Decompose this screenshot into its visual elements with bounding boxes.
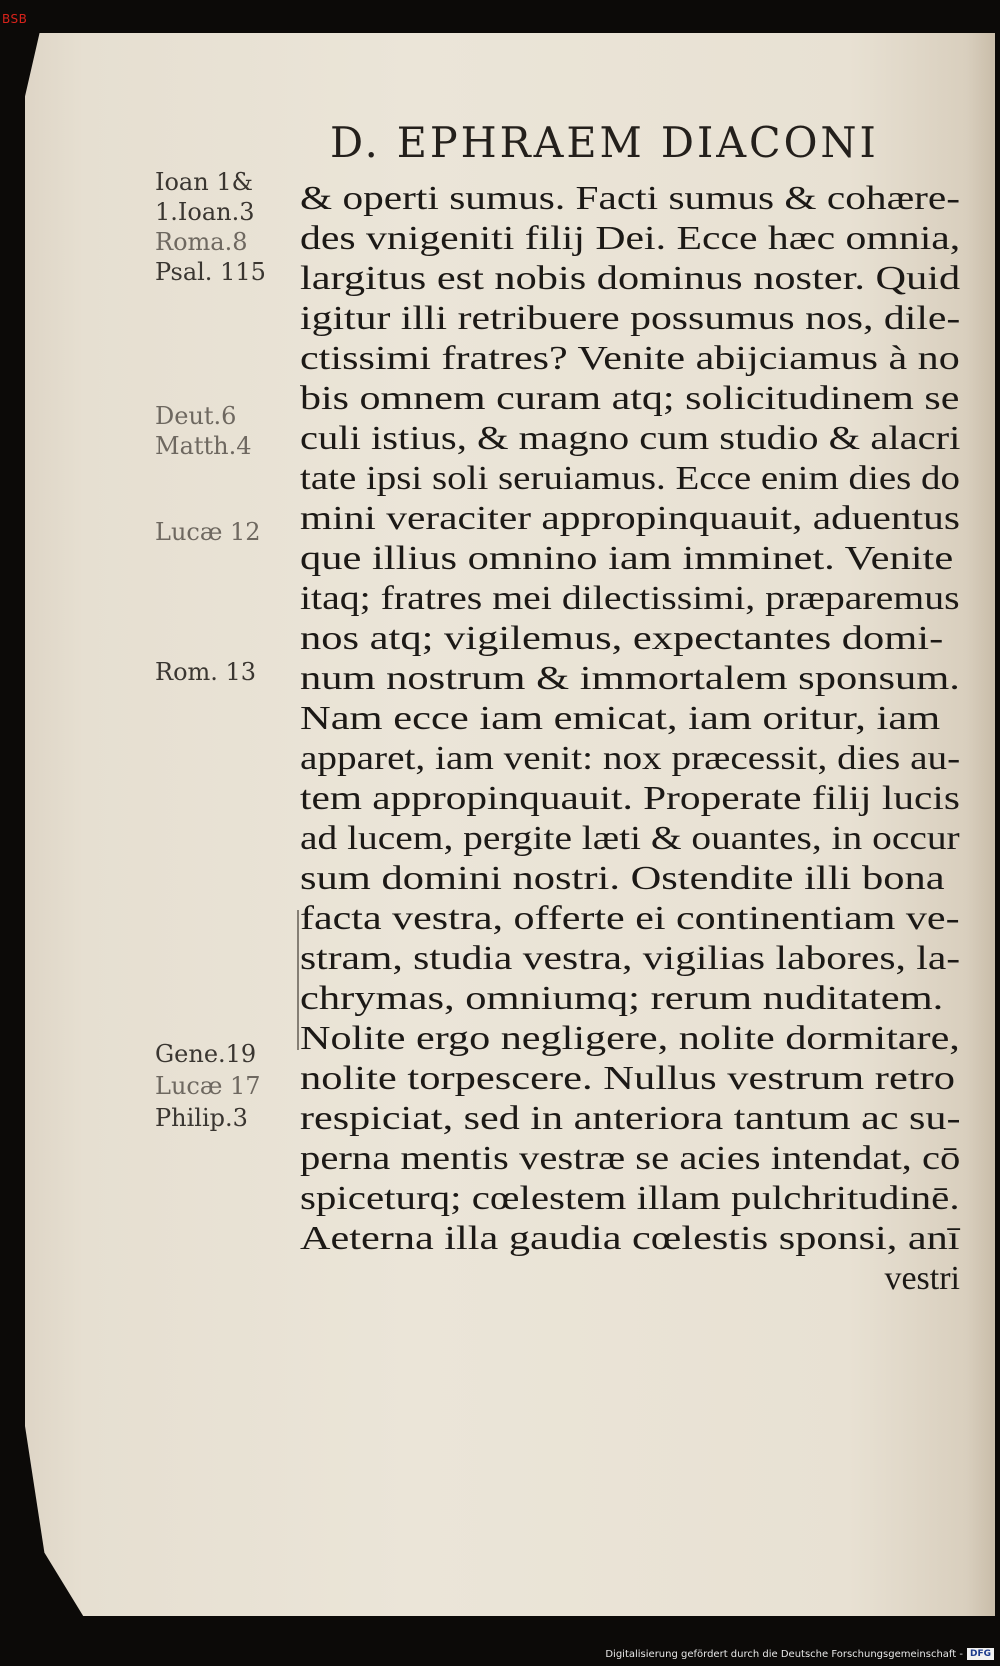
text-line: respiciat, sed in anteriora tantum ac su-	[300, 1100, 961, 1137]
text-line: tem appropinquauit. Properate filij lucis	[300, 780, 960, 817]
margin-notes	[155, 0, 295, 1400]
text-line: culi istius, & magno cum studio & alacri	[300, 420, 961, 457]
text-line: apparet, iam venit: nox præcessit, dies au-	[300, 740, 961, 777]
margin-note: Psal. 115	[155, 258, 266, 286]
margin-note: Gene.19	[155, 1040, 257, 1068]
margin-note: Philip.3	[155, 1104, 248, 1132]
text-line: perna mentis vestræ se acies intendat, cō	[300, 1140, 961, 1177]
running-head: D. EPHRAEM DIACONI	[330, 118, 879, 167]
catchword: vestri	[884, 1260, 960, 1297]
text-line: nos atq; vigilemus, expectantes domi-	[300, 620, 944, 657]
text-line: nolite torpescere. Nullus vestrum retro	[300, 1060, 956, 1097]
dfg-logo: DFG	[967, 1648, 994, 1660]
footer-text: Digitalisierung gefördert durch die Deutsche Forschungsgemeinschaft -	[605, 1648, 963, 1660]
margin-note: Rom. 13	[155, 658, 257, 686]
margin-note: Matth.4	[155, 432, 252, 460]
text-line: spiceturq; cœlestem illam pulchritudinē.	[300, 1180, 960, 1217]
text-line: ctissimi fratres? Venite abijciamus à no	[300, 340, 960, 377]
margin-note: Lucæ 17	[155, 1072, 261, 1100]
main-text	[300, 178, 965, 1378]
text-line: facta vestra, offerte ei continentiam ve-	[300, 900, 960, 937]
margin-note: Ioan 1&	[155, 168, 253, 196]
text-line: mini veraciter appropinquauit, aduentus	[300, 500, 960, 537]
text-line: Nolite ergo negligere, nolite dormitare,	[300, 1020, 960, 1057]
text-line: Aeterna illa gaudia cœlestis sponsi, anī	[300, 1220, 960, 1257]
text-line: stram, studia vestra, vigilias labores, la-	[300, 940, 961, 977]
margin-note: Roma.8	[155, 228, 248, 256]
text-line: num nostrum & immortalem sponsum.	[300, 660, 960, 697]
text-line: itaq; fratres mei dilectissimi, præparemus	[300, 580, 960, 617]
text-line: que illius omnino iam imminet. Venite	[300, 540, 954, 577]
text-line: sum domini nostri. Ostendite illi bona	[300, 860, 945, 897]
text-line: largitus est nobis dominus noster. Quid	[300, 260, 961, 297]
text-line: Nam ecce iam emicat, iam oritur, iam	[300, 700, 941, 737]
text-line: igitur illi retribuere possumus nos, dile-	[300, 300, 961, 337]
margin-note: 1.Ioan.3	[155, 198, 255, 226]
text-line: bis omnem curam atq; solicitudinem se	[300, 380, 960, 417]
text-line: chrymas, omniumq; rerum nuditatem.	[300, 980, 944, 1017]
text-line: & operti sumus. Facti sumus & cohære-	[300, 180, 961, 217]
library-mark: BSB	[2, 12, 28, 26]
margin-note: Deut.6	[155, 402, 237, 430]
text-line: des vnigeniti filij Dei. Ecce hæc omnia,	[300, 220, 961, 257]
margin-rule	[297, 910, 299, 1050]
margin-note: Lucæ 12	[155, 518, 261, 546]
text-line: ad lucem, pergite læti & ouantes, in occur	[300, 820, 960, 857]
footer-credit	[605, 1648, 994, 1660]
text-line: tate ipsi soli seruiamus. Ecce enim dies do	[300, 460, 960, 497]
